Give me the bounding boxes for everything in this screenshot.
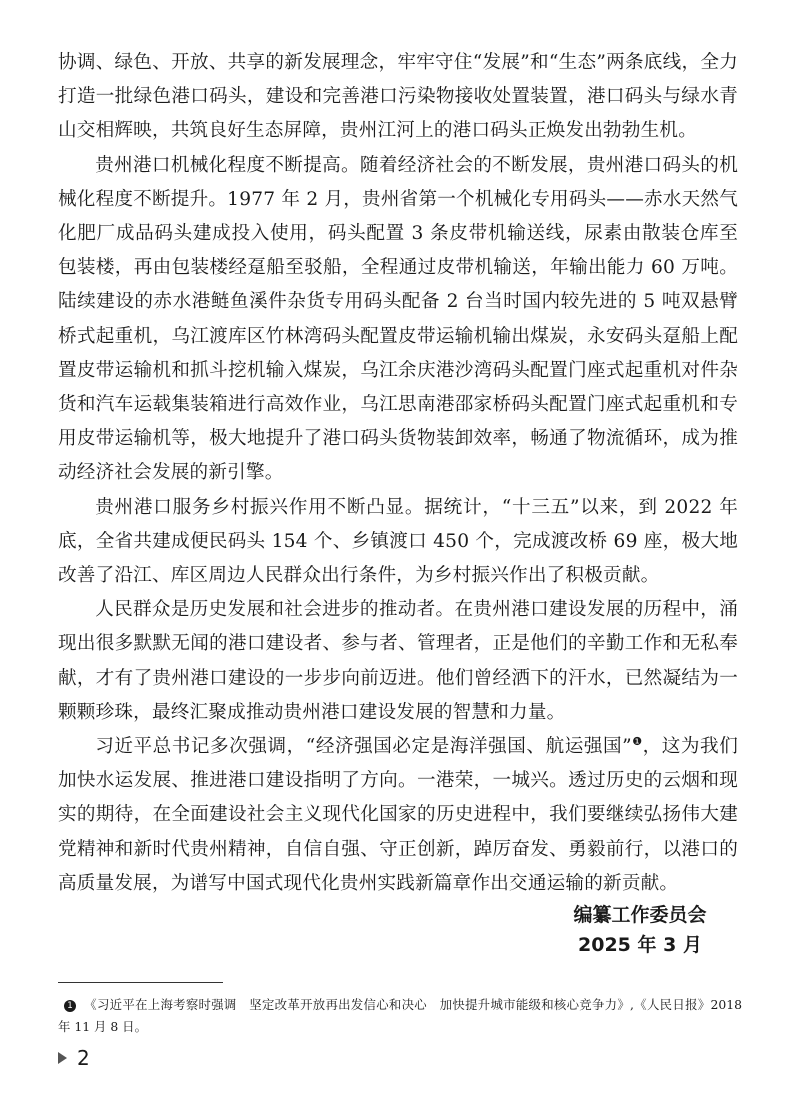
closing-text-before-note: 习近平总书记多次强调，“经济强国必定是海洋强国、航运强国” (95, 736, 632, 758)
paragraph-continued: 协调、绿色、开放、共享的新发展理念，牢牢守住“发展”和“生态”两条底线，全力打造一批绿色港口码头，建设和完善港口污染物接收处置装置，港口码头与绿水青山交相辉映，共筑良好生态屏障，贵州江河上的港口码头正焕发出勃勃生机。 (58, 52, 738, 142)
footnote-divider (58, 982, 223, 983)
triangle-marker-icon (58, 1052, 67, 1064)
paragraph-mechanization: 贵州港口机械化程度不断提高。随着经济社会的不断发展，贵州港口码头的机械化程度不断提升。1977 年 2 月，贵州省第一个机械化专用码头——赤水天然气化肥厂成品码头建成投入使用，码头配置 3 条皮带机输送线，尿素由散装仓库至包装楼，再由包装楼经趸船至驳船，全程通过皮带机输送，年输出能力 60 万吨。陆续建设的赤水港鲢鱼溪件杂货专用码头配备 2 台当时国内较先进的 5 吨双悬臂桥式起重机，乌江渡库区竹林湾码头配置皮带运输机输出煤炭，永安码头趸船上配置皮带运输机和抓斗挖机输入煤炭，乌江余庆港沙湾码头配置门座式起重机对件杂货和汽车运载集装箱进行高效作业，乌江思南港邵家桥码头配置门座式起重机和专用皮带运输机等，极大地提升了港口码头货物装卸效率，畅通了物流循环，成为推动经济社会发展的新引擎。 (58, 154, 738, 484)
signature-organization: 编纂工作委员会 (573, 904, 707, 926)
body-text (58, 46, 738, 901)
paragraph-people: 人民群众是历史发展和社会进步的推动者。在贵州港口建设发展的历程中，涌现出很多默默无闻的港口建设者、参与者、管理者，正是他们的辛勤工作和无私奉献，才有了贵州港口建设的一步步向前迈进。他们曾经洒下的汗水，已然凝结为一颗颗珍珠，最终汇聚成推动贵州港口建设发展的智慧和力量。 (58, 599, 738, 723)
closing-text-after-note: ，这为我们加快水运发展、推进港口建设指明了方向。一港荣，一城兴。透过历史的云烟和现实的期待，在全面建设社会主义现代化国家的历史进程中，我们要继续弘扬伟大建党精神和新时代贵州精神，自信自强、守正创新，踔厉奋发、勇毅前行，以港口的高质量发展，为谱写中国式现代化贵州实践新篇章作出交通运输的新贡献。 (58, 736, 738, 894)
footnote-number: 1 (64, 1000, 76, 1012)
footnote-reference[interactable]: ❶ (631, 734, 643, 748)
paragraph-closing (58, 730, 738, 901)
footnote-text: 《习近平在上海考察时强调 坚定改革开放再出发信心和决心 加快提升城市能级和核心竞争力》,《人民日报》2018 年 11 月 8 日。 (58, 997, 742, 1034)
signature-block (540, 900, 740, 960)
paragraph-rural-revitalization: 贵州港口服务乡村振兴作用不断凸显。据统计，“十三五”以来，到 2022 年底，全省共建成便民码头 154 个、乡镇渡口 450 个，完成渡改桥 69 座，极大地改善了沿江、库区周边人民群众出行条件，为乡村振兴作出了积极贡献。 (58, 496, 738, 587)
page-footer (58, 1046, 90, 1070)
signature-date: 2025 年 3 月 (578, 934, 702, 956)
footnote (58, 994, 742, 1038)
page-number: 2 (77, 1046, 90, 1070)
